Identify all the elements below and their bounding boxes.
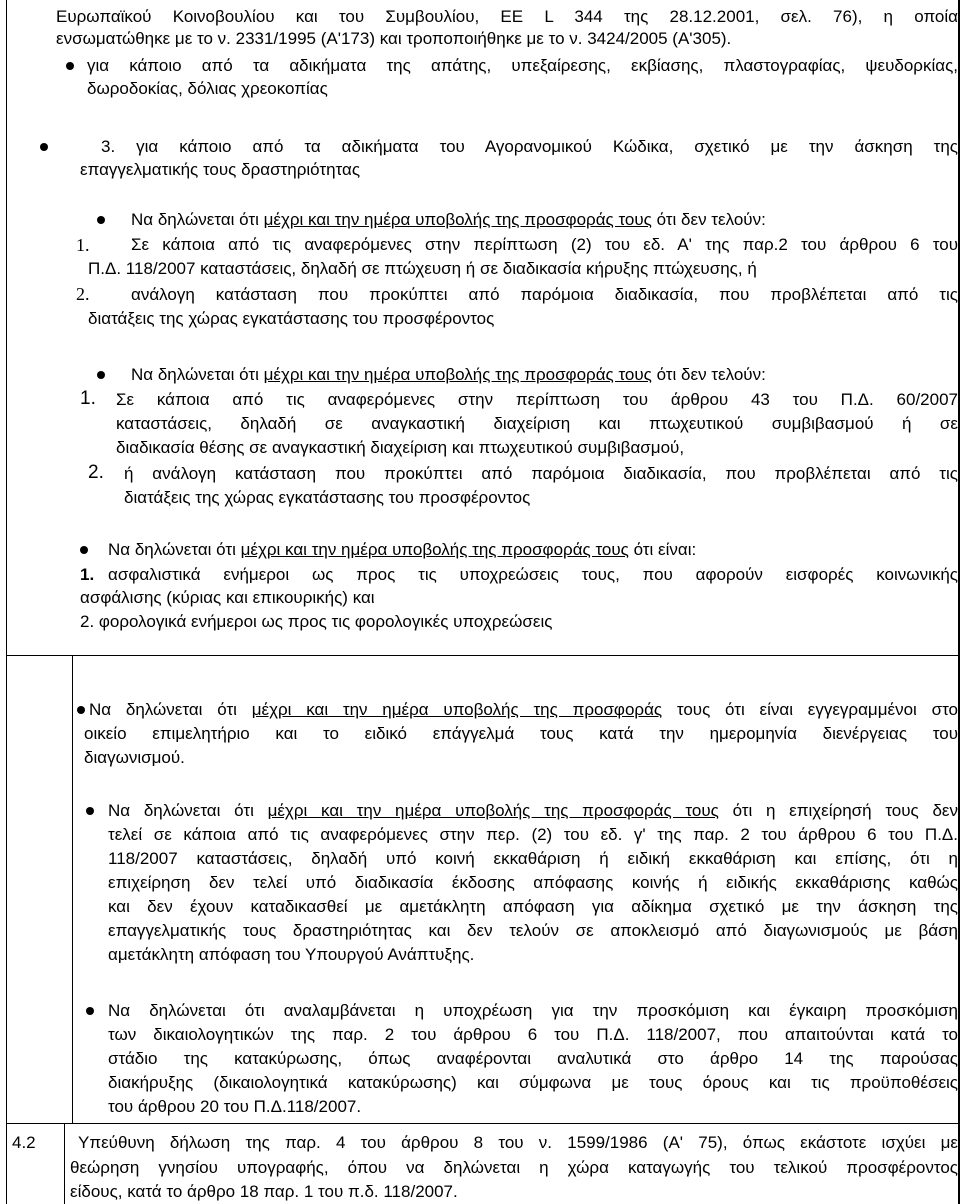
declaration-heading	[89, 699, 958, 721]
declaration-underlined: μέχρι και την ημέρα υποβολής της προσφοράς τους	[267, 801, 719, 820]
bullet-icon	[97, 216, 105, 224]
paragraph-text: αμετάκλητη απόφαση του Υπουργού Ανάπτυξης.	[108, 945, 475, 964]
declaration-text: Να δηλώνεται ότι	[108, 540, 241, 559]
list-item-text: 2. φορολογικά ενήμεροι ως προς τις φορολογικές υποχρεώσεις	[80, 612, 553, 631]
intro-line: ενσωματώθηκε με το ν. 2331/1995 (Α'173) και τροποποιήθηκε με το ν. 3424/2005 (Α'305).	[56, 29, 732, 48]
list-item-text: Π.Δ. 118/2007 καταστάσεις, δηλαδή σε πτώχευση ή σε διαδικασία κήρυξης πτώχευσης, ή	[88, 259, 757, 278]
list-item-text: διαδικασία θέσης σε αναγκαστική διαχείριση και πτωχευτικού συμβιβασμού,	[116, 438, 685, 457]
list-number: 1.	[76, 235, 90, 255]
paragraph-text: 118/2007 καταστάσεις, δηλαδή υπό κοινή εκκαθάριση ή ειδική εκκαθάριση και επίσης, ότι η	[108, 849, 958, 868]
declaration-text: Να δηλώνεται ότι	[131, 210, 264, 229]
section-number: 4.2	[12, 1133, 36, 1152]
declaration-text: Να δηλώνεται ότι	[131, 365, 264, 384]
bullet-icon	[97, 371, 105, 379]
bullet-icon	[77, 706, 85, 714]
declaration-heading	[108, 800, 958, 822]
item-3-text: επαγγελματικής τους δραστηριότητας	[80, 160, 361, 179]
declaration-underlined: μέχρι και την ημέρα υποβολής της προσφοράς τους	[263, 365, 652, 384]
list-item-text: ασφαλιστικά ενήμεροι ως προς τις υποχρεώσεις τους, που αφορούν εισφορές κοινωνικής	[108, 565, 958, 584]
paragraph-text: του άρθρου 20 του Π.Δ.118/2007.	[108, 1097, 362, 1116]
declaration-underlined: μέχρι και την ημέρα υποβολής της προσφοράς τους	[263, 210, 652, 229]
bullet-icon	[66, 62, 74, 70]
list-number: 2.	[88, 462, 104, 483]
paragraph-text: τελεί σε κάποια από τις αναφερόμενες στην περ. (2) του εδ. γ' της παρ. 2 του άρθρου 6 του Π.Δ.	[108, 825, 958, 844]
declaration-heading	[131, 364, 766, 386]
declaration-text: ότι είναι:	[628, 540, 697, 559]
paragraph-text: στάδιο της κατακύρωσης, όπως αναφέρονται αναλυτικά στο άρθρο 14 της παρούσας	[108, 1049, 958, 1068]
paragraph-text: των δικαιολογητικών της παρ. 2 του άρθρου 6 του Π.Δ. 118/2007, που απαιτούνται κατά το	[108, 1025, 958, 1044]
declaration-text: ότι δεν τελούν:	[651, 210, 766, 229]
row-divider	[6, 655, 960, 656]
bullet-icon	[86, 807, 94, 815]
paragraph-text: και δεν έχουν καταδικασθεί με αμετάκλητη απόφαση για αδίκημα σχετικό με την άσκηση της	[108, 897, 958, 916]
paragraph-text: επιχείρηση δεν τελεί υπό διαδικασία έκδοσης απόφασης κοινής ή ειδικής εκκαθάρισης καθώς	[108, 873, 958, 892]
bullet-text: δωροδοκίας, δόλιας χρεοκοπίας	[87, 79, 328, 98]
list-item-text: διατάξεις της χώρας εγκατάστασης του προσφέροντος	[88, 309, 495, 328]
paragraph-text: οικείο επιμελητήριο και το ειδικό επάγγελμά τους κατά την ημερομηνία διενέργειας του	[84, 724, 958, 743]
list-number: 1.	[80, 565, 95, 584]
column-divider	[72, 656, 73, 1123]
paragraph-text: θεώρηση γνησίου υπογραφής, όπου να δηλώνεται η χώρα καταγωγής του τελικού προσφέροντος	[70, 1158, 958, 1177]
declaration-heading	[108, 539, 696, 561]
paragraph-text: Υπεύθυνη δήλωση της παρ. 4 του άρθρου 8 του ν. 1599/1986 (Α' 75), όπως εκάστοτε ισχύει με	[78, 1133, 958, 1152]
bullet-icon	[80, 546, 88, 554]
list-item-text: καταστάσεις, δηλαδή σε αναγκαστική διαχείριση και πτωχευτικού συμβιβασμού ή σε	[116, 414, 958, 433]
bullet-text: για κάποιο από τα αδικήματα της απάτης, υπεξαίρεσης, εκβίασης, πλαστογραφίας, ψευδορκίας,	[87, 56, 958, 75]
list-item-text: Σε κάποια από τις αναφερόμενες στην περίπτωση του άρθρου 43 του Π.Δ. 60/2007	[116, 390, 958, 409]
table-border-left	[6, 0, 7, 1204]
list-item-text: ανάλογη κατάσταση που προκύπτει από παρόμοια διαδικασία, που προβλέπεται από τις	[131, 285, 958, 304]
intro-line: Ευρωπαϊκού Κοινοβουλίου και του Συμβουλίου, ΕΕ L 344 της 28.12.2001, σελ. 76), η οποία	[56, 7, 958, 26]
list-item-text: ασφάλισης (κύριας και επικουρικής) και	[80, 588, 375, 607]
bullet-icon	[40, 143, 48, 151]
list-number: 1.	[80, 388, 96, 409]
list-item-text: Σε κάποια από τις αναφερόμενες στην περίπτωση (2) του εδ. Α' της παρ.2 του άρθρου 6 του	[131, 235, 958, 254]
bullet-icon	[86, 1007, 94, 1015]
paragraph-text: επαγγελματικής τους δραστηριότητας και δεν τελούν σε αποκλεισμό από διαγωνισμούς με βάση	[108, 921, 958, 940]
list-item-text: διατάξεις της χώρας εγκατάστασης του προσφέροντος	[124, 488, 531, 507]
declaration-underlined: μέχρι και την ημέρα υποβολής της προσφοράς	[251, 700, 663, 719]
column-divider	[64, 1124, 65, 1204]
declaration-underlined: μέχρι και την ημέρα υποβολής της προσφοράς τους	[240, 540, 629, 559]
row-divider	[6, 1123, 960, 1124]
declaration-text: ότι η επιχείρησή τους δεν	[718, 801, 959, 820]
paragraph-text: διακήρυξης (δικαιολογητικά κατακύρωσης) και σύμφωνα με τους όρους και τις προϋποθέσεις	[108, 1073, 958, 1092]
declaration-text: ότι δεν τελούν:	[651, 365, 766, 384]
paragraph-text: Να δηλώνεται ότι αναλαμβάνεται η υποχρέωση για την προσκόμιση και έγκαιρη προσκόμιση	[108, 1001, 958, 1020]
paragraph-text: είδους, κατά το άρθρο 18 παρ. 1 του π.δ. 118/2007.	[70, 1182, 458, 1201]
item-3-text: 3. για κάποιο από τα αδικήματα του Αγορανομικού Κώδικα, σχετικό με την άσκηση της	[101, 137, 958, 156]
paragraph-text: διαγωνισμού.	[84, 748, 185, 767]
declaration-text: Να δηλώνεται ότι	[89, 700, 252, 719]
declaration-text: Να δηλώνεται ότι	[108, 801, 268, 820]
declaration-text: τους ότι είναι εγγεγραμμένοι στο	[662, 700, 958, 719]
declaration-heading	[131, 209, 766, 231]
list-number: 2.	[76, 284, 90, 304]
list-item-text: ή ανάλογη κατάσταση που προκύπτει από παρόμοια διαδικασία, που προβλέπεται από τις	[124, 464, 958, 483]
